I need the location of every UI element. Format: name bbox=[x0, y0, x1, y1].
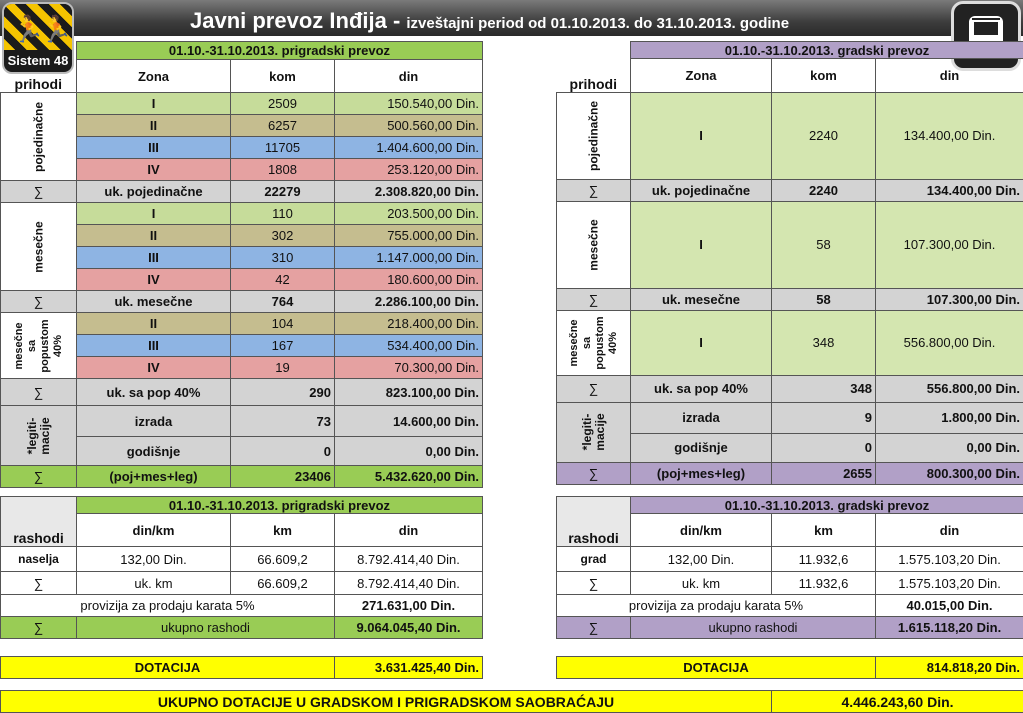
zone-cell: III bbox=[77, 335, 231, 357]
suburban-expense-table bbox=[0, 496, 483, 639]
leg-label: godišnje bbox=[631, 433, 772, 462]
leg-kom: 9 bbox=[772, 402, 876, 433]
kom-cell: 2240 bbox=[772, 92, 876, 179]
group-discount: mesečne sa popustom 40% bbox=[557, 310, 631, 375]
commission-value: 271.631,00 Din. bbox=[335, 595, 483, 617]
period-header: 01.10.-31.10.2013. prigradski prevoz bbox=[77, 42, 483, 60]
zone-cell: II bbox=[77, 115, 231, 137]
sum-label: uk. km bbox=[631, 572, 772, 595]
zone-cell: IV bbox=[77, 357, 231, 379]
total-symbol: ∑ bbox=[1, 466, 77, 488]
sum-din: 2.308.820,00 Din. bbox=[335, 181, 483, 203]
leg-label: godišnje bbox=[77, 437, 231, 466]
sum-symbol: ∑ bbox=[1, 181, 77, 203]
kom-cell: 11705 bbox=[231, 137, 335, 159]
km-cell: 11.932,6 bbox=[772, 547, 876, 572]
kom-cell: 167 bbox=[231, 335, 335, 357]
din-cell: 150.540,00 Din. bbox=[335, 93, 483, 115]
sum-symbol: ∑ bbox=[557, 288, 631, 310]
logo-label: Sistem 48 bbox=[4, 53, 72, 68]
kom-cell: 310 bbox=[231, 247, 335, 269]
zone-cell: I bbox=[77, 93, 231, 115]
sum-label: uk. mesečne bbox=[631, 288, 772, 310]
din-cell: 1.404.600,00 Din. bbox=[335, 137, 483, 159]
kom-cell: 58 bbox=[772, 201, 876, 288]
sum-symbol: ∑ bbox=[1, 379, 77, 406]
total-din: 5.432.620,00 Din. bbox=[335, 466, 483, 488]
grand-total bbox=[0, 690, 1023, 713]
din-cell: 556.800,00 Din. bbox=[876, 310, 1023, 375]
col-din: din bbox=[876, 59, 1023, 92]
col-km: km bbox=[231, 514, 335, 547]
city-income-table bbox=[556, 41, 1023, 485]
city-expense-table bbox=[556, 496, 1023, 639]
din-cell: 8.792.414,40 Din. bbox=[335, 547, 483, 572]
zone-cell: II bbox=[77, 313, 231, 335]
sum-label: uk. pojedinačne bbox=[77, 181, 231, 203]
zone-cell: I bbox=[631, 92, 772, 179]
leg-din: 0,00 Din. bbox=[876, 433, 1023, 462]
expense-corner-label: rashodi bbox=[557, 497, 631, 547]
din-cell: 70.300,00 Din. bbox=[335, 357, 483, 379]
title-main: Javni prevoz Inđija - bbox=[190, 8, 406, 33]
km-cell: 66.609,2 bbox=[231, 547, 335, 572]
page-title bbox=[190, 8, 789, 34]
sum-kom: 348 bbox=[772, 375, 876, 402]
leg-kom: 0 bbox=[772, 433, 876, 462]
leg-din: 1.800,00 Din. bbox=[876, 402, 1023, 433]
din-cell: 755.000,00 Din. bbox=[335, 225, 483, 247]
total-label: (poj+mes+leg) bbox=[631, 462, 772, 484]
sum-kom: 58 bbox=[772, 288, 876, 310]
sum-kom: 2240 bbox=[772, 179, 876, 201]
total-kom: 2655 bbox=[772, 462, 876, 484]
leg-kom: 0 bbox=[231, 437, 335, 466]
col-din: din bbox=[335, 514, 483, 547]
group-monthly: mesečne bbox=[1, 203, 77, 291]
group-legitimations: *legiti-macije bbox=[1, 406, 77, 466]
din-cell: 500.560,00 Din. bbox=[335, 115, 483, 137]
city-subsidy bbox=[556, 656, 1023, 679]
sum-din: 2.286.100,00 Din. bbox=[335, 291, 483, 313]
total-symbol: ∑ bbox=[1, 617, 77, 639]
din-cell: 1.575.103,20 Din. bbox=[876, 547, 1023, 572]
grand-total-label: UKUPNO DOTACIJE U GRADSKOM I PRIGRADSKOM SAOBRAĆAJU bbox=[1, 691, 772, 713]
kom-cell: 110 bbox=[231, 203, 335, 225]
grand-total-value: 4.446.243,60 Din. bbox=[772, 691, 1023, 713]
din-cell: 1.575.103,20 Din. bbox=[876, 572, 1023, 595]
leg-label: izrada bbox=[631, 402, 772, 433]
km-cell: 66.609,2 bbox=[231, 572, 335, 595]
subsidy-value: 3.631.425,40 Din. bbox=[335, 657, 483, 679]
zone-cell: IV bbox=[77, 269, 231, 291]
col-zona: Zona bbox=[631, 59, 772, 92]
col-din: din bbox=[876, 514, 1023, 547]
period-header: 01.10.-31.10.2013. prigradski prevoz bbox=[77, 497, 483, 514]
col-km: km bbox=[772, 514, 876, 547]
leg-din: 14.600,00 Din. bbox=[335, 406, 483, 437]
group-single: pojedinačne bbox=[1, 93, 77, 181]
row-label: grad bbox=[557, 547, 631, 572]
sum-symbol: ∑ bbox=[557, 375, 631, 402]
sum-kom: 764 bbox=[231, 291, 335, 313]
sum-kom: 290 bbox=[231, 379, 335, 406]
total-symbol: ∑ bbox=[557, 462, 631, 484]
sum-symbol: ∑ bbox=[1, 572, 77, 595]
total-value: 9.064.045,40 Din. bbox=[335, 617, 483, 639]
km-cell: 11.932,6 bbox=[772, 572, 876, 595]
sum-label: uk. pojedinačne bbox=[631, 179, 772, 201]
sum-label: uk. km bbox=[77, 572, 231, 595]
col-din-km: din/km bbox=[77, 514, 231, 547]
din-cell: 534.400,00 Din. bbox=[335, 335, 483, 357]
sum-label: uk. sa pop 40% bbox=[631, 375, 772, 402]
zone-cell: IV bbox=[77, 159, 231, 181]
sum-label: uk. mesečne bbox=[77, 291, 231, 313]
sum-din: 134.400,00 Din. bbox=[876, 179, 1023, 201]
leg-din: 0,00 Din. bbox=[335, 437, 483, 466]
kom-cell: 1808 bbox=[231, 159, 335, 181]
total-label: ukupno rashodi bbox=[77, 617, 335, 639]
group-discount: mesečne sa popustom 40% bbox=[1, 313, 77, 379]
row-label: naselja bbox=[1, 547, 77, 572]
total-label: (poj+mes+leg) bbox=[77, 466, 231, 488]
zone-cell: I bbox=[631, 201, 772, 288]
din-cell: 218.400,00 Din. bbox=[335, 313, 483, 335]
rate-cell: 132,00 Din. bbox=[631, 547, 772, 572]
din-cell: 253.120,00 Din. bbox=[335, 159, 483, 181]
income-corner-label: prihodi bbox=[1, 42, 77, 93]
sum-symbol: ∑ bbox=[557, 179, 631, 201]
sum-symbol: ∑ bbox=[1, 291, 77, 313]
din-cell: 8.792.414,40 Din. bbox=[335, 572, 483, 595]
commission-label: provizija za prodaju karata 5% bbox=[1, 595, 335, 617]
din-cell: 134.400,00 Din. bbox=[876, 92, 1023, 179]
col-din: din bbox=[335, 60, 483, 93]
total-symbol: ∑ bbox=[557, 617, 631, 639]
col-kom: kom bbox=[772, 59, 876, 92]
workers-icon: 🏃🏃 bbox=[12, 14, 69, 45]
suburban-income-table bbox=[0, 41, 483, 488]
zone-cell: II bbox=[77, 225, 231, 247]
group-legitimations: *legiti-macije bbox=[557, 402, 631, 462]
col-din-km: din/km bbox=[631, 514, 772, 547]
sum-din: 107.300,00 Din. bbox=[876, 288, 1023, 310]
group-single: pojedinačne bbox=[557, 92, 631, 179]
total-label: ukupno rashodi bbox=[631, 617, 876, 639]
kom-cell: 19 bbox=[231, 357, 335, 379]
sum-label: uk. sa pop 40% bbox=[77, 379, 231, 406]
kom-cell: 6257 bbox=[231, 115, 335, 137]
subsidy-label: DOTACIJA bbox=[557, 657, 876, 679]
sum-din: 556.800,00 Din. bbox=[876, 375, 1023, 402]
total-value: 1.615.118,20 Din. bbox=[876, 617, 1023, 639]
zone-cell: I bbox=[77, 203, 231, 225]
zone-cell: III bbox=[77, 137, 231, 159]
commission-value: 40.015,00 Din. bbox=[876, 595, 1023, 617]
period-header: 01.10.-31.10.2013. gradski prevoz bbox=[631, 42, 1023, 59]
income-corner-label: prihodi bbox=[557, 42, 631, 93]
leg-kom: 73 bbox=[231, 406, 335, 437]
kom-cell: 348 bbox=[772, 310, 876, 375]
sum-kom: 22279 bbox=[231, 181, 335, 203]
kom-cell: 2509 bbox=[231, 93, 335, 115]
col-zona: Zona bbox=[77, 60, 231, 93]
din-cell: 203.500,00 Din. bbox=[335, 203, 483, 225]
zone-cell: III bbox=[77, 247, 231, 269]
subsidy-value: 814.818,20 Din. bbox=[876, 657, 1023, 679]
sum-symbol: ∑ bbox=[557, 572, 631, 595]
expense-corner-label: rashodi bbox=[1, 497, 77, 547]
subsidy-label: DOTACIJA bbox=[1, 657, 335, 679]
rate-cell: 132,00 Din. bbox=[77, 547, 231, 572]
din-cell: 107.300,00 Din. bbox=[876, 201, 1023, 288]
total-kom: 23406 bbox=[231, 466, 335, 488]
total-din: 800.300,00 Din. bbox=[876, 462, 1023, 484]
kom-cell: 104 bbox=[231, 313, 335, 335]
period-header: 01.10.-31.10.2013. gradski prevoz bbox=[631, 497, 1023, 514]
zone-cell: I bbox=[631, 310, 772, 375]
title-sub: izveštajni period od 01.10.2013. do 31.10.2013. godine bbox=[406, 15, 789, 32]
group-monthly: mesečne bbox=[557, 201, 631, 288]
col-kom: kom bbox=[231, 60, 335, 93]
leg-label: izrada bbox=[77, 406, 231, 437]
din-cell: 180.600,00 Din. bbox=[335, 269, 483, 291]
kom-cell: 42 bbox=[231, 269, 335, 291]
sum-din: 823.100,00 Din. bbox=[335, 379, 483, 406]
commission-label: provizija za prodaju karata 5% bbox=[557, 595, 876, 617]
din-cell: 1.147.000,00 Din. bbox=[335, 247, 483, 269]
kom-cell: 302 bbox=[231, 225, 335, 247]
suburban-subsidy bbox=[0, 656, 483, 679]
